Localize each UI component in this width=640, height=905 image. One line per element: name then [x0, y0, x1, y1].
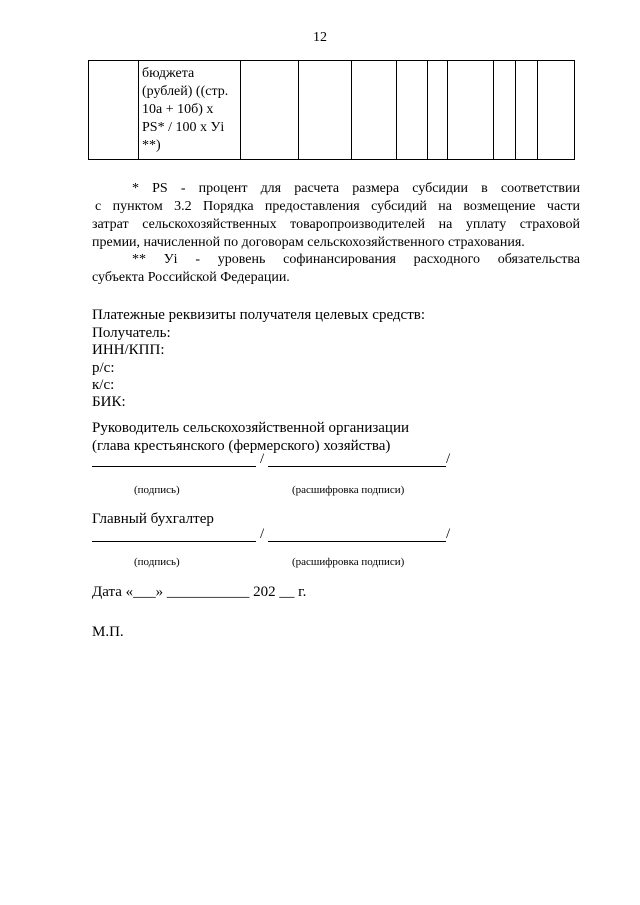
accountant-title: Главный бухгалтер	[92, 511, 214, 527]
table-cell	[397, 61, 428, 160]
page-number: 12	[313, 30, 327, 45]
footnote-ps-line: премии, начисленной по договорам сельскохозяйственного страхования.	[92, 235, 525, 250]
head-signature-line	[92, 466, 256, 467]
table-cell	[428, 61, 448, 160]
continuation-table	[88, 60, 575, 160]
head-decode-line	[268, 466, 446, 467]
signature-caption: (подпись)	[134, 484, 180, 496]
signature-slash: /	[446, 526, 451, 542]
accountant-decode-line	[268, 541, 446, 542]
table-cell	[241, 61, 299, 160]
recipient-label: Получатель:	[92, 325, 171, 341]
footnote-yi-line: ** Уi - уровень софинансирования расходного обязательства	[132, 252, 580, 267]
table-cell	[89, 61, 139, 160]
footnote-ps-line: * PS - процент для расчета размера субсидии в соответствии	[132, 181, 580, 196]
date-line: Дата «___» ___________ 202 __ г.	[92, 584, 307, 600]
signature-slash: /	[446, 451, 451, 467]
decode-caption: (расшифровка подписи)	[292, 484, 405, 496]
accountant-signature-line	[92, 541, 256, 542]
ks-label: к/с:	[92, 377, 115, 393]
stamp-place: М.П.	[92, 624, 124, 640]
table-cell	[494, 61, 516, 160]
signature-slash: /	[260, 526, 265, 542]
rs-label: р/с:	[92, 360, 115, 376]
head-title-line: Руководитель сельскохозяйственной организации	[92, 420, 410, 436]
budget-cell-text: бюджета (рублей) ((стр. 10а + 10б) x PS* / 100 x Уi **)	[142, 66, 229, 153]
footnote-yi-line: субъекта Российской Федерации.	[92, 270, 290, 285]
table-row	[89, 61, 575, 160]
decode-caption: (расшифровка подписи)	[292, 556, 405, 568]
footnote-ps-line: с пунктом 3.2 Порядка предоставления субсидий на возмещение части	[95, 199, 580, 214]
table-cell	[352, 61, 397, 160]
footnote-ps-line: затрат сельскохозяйственных товаропроизводителей на уплату страховой	[92, 217, 580, 232]
table-cell	[516, 61, 538, 160]
requisites-heading: Платежные реквизиты получателя целевых средств:	[92, 307, 425, 323]
head-title-line: (глава крестьянского (фермерского) хозяйства)	[92, 438, 391, 454]
bik-label: БИК:	[92, 394, 126, 410]
table-cell	[448, 61, 494, 160]
table-cell	[538, 61, 575, 160]
signature-caption: (подпись)	[134, 556, 180, 568]
table-cell	[299, 61, 352, 160]
table-cell	[139, 61, 241, 160]
signature-slash: /	[260, 451, 265, 467]
inn-kpp-label: ИНН/КПП:	[92, 342, 165, 358]
